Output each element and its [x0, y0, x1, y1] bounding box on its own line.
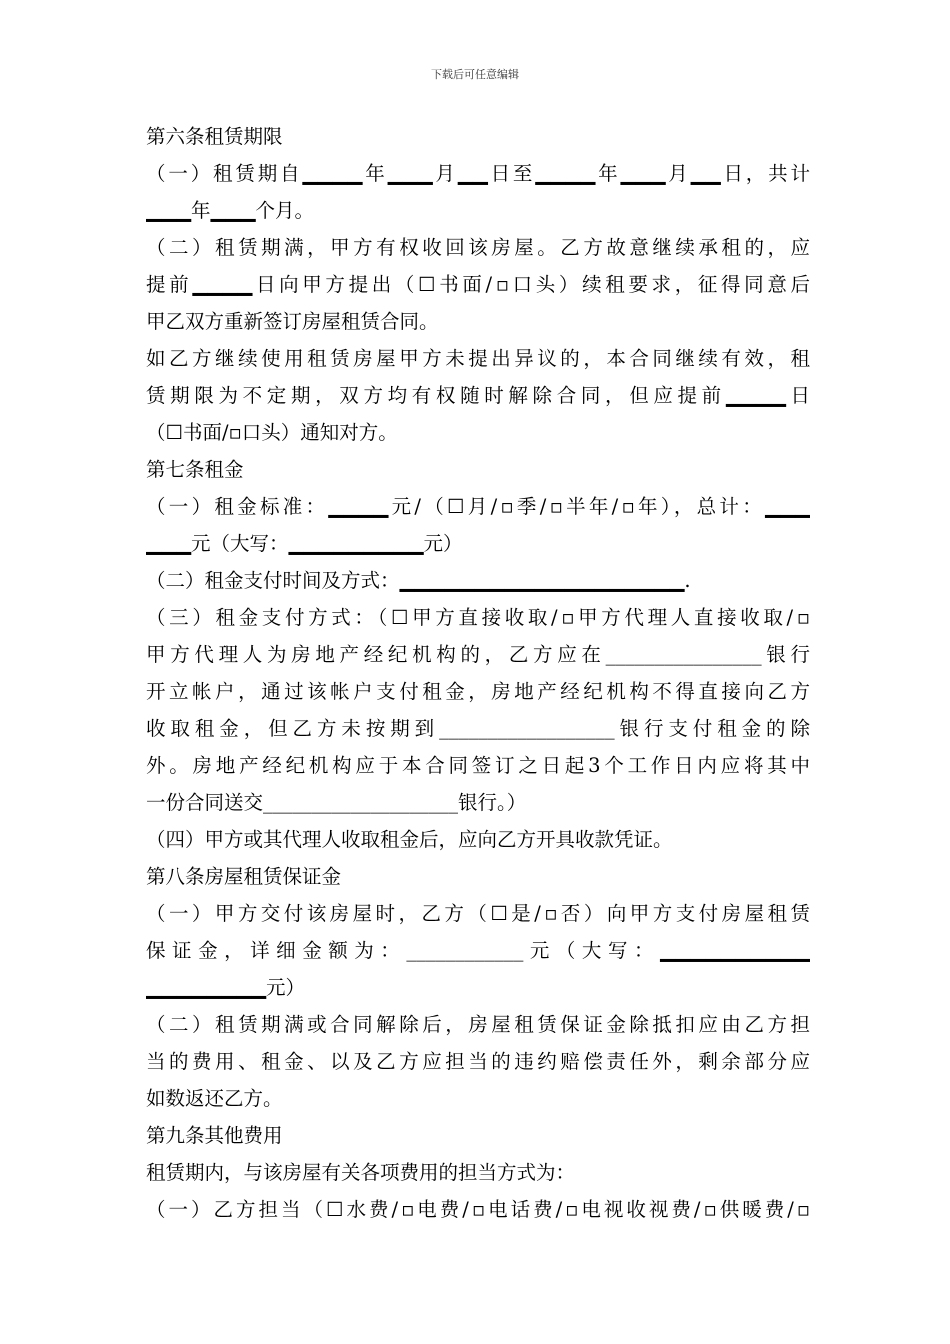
paragraph-line: 提前▁▁▁▁日向甲方提出（☐书面/▫口头）续租要求，征得同意后: [146, 273, 810, 296]
paragraph-line: （三）租金支付方式：（☐甲方直接收取/▫甲方代理人直接收取/▫: [146, 606, 810, 629]
paragraph-line: ▁▁▁▁▁▁▁▁元）: [146, 976, 305, 999]
paragraph-line: （四）甲方或其代理人收取租金后，应向乙方开具收款凭证。: [146, 828, 673, 851]
paragraph-line: （一）乙方担当（☐水费/▫电费/▫电话费/▫电视收视费/▫供暖费/▫: [146, 1198, 810, 1221]
paragraph-line: 保证金，详细金额为：____________元（大写：▁▁▁▁▁▁▁▁▁▁: [146, 939, 810, 962]
paragraph-line: 外。房地产经纪机构应于本合同签订之日起3个工作日内应将其中: [146, 754, 810, 777]
paragraph-line: （二）租金支付时间及方式：▁▁▁▁▁▁▁▁▁▁▁▁▁▁▁▁▁▁▁.: [146, 569, 691, 592]
paragraph-line: 开立帐户，通过该帐户支付租金，房地产经纪机构不得直接向乙方: [146, 680, 810, 703]
paragraph-line: ▁▁▁年▁▁▁个月。: [146, 199, 314, 222]
section-title: 第七条租金: [146, 458, 244, 481]
paragraph-line: 甲乙双方重新签订房屋租赁合同。: [146, 310, 439, 333]
paragraph-line: （一）租赁期自▁▁▁▁年▁▁▁月▁▁日至▁▁▁▁年▁▁▁月▁▁日，共计: [146, 162, 810, 185]
paragraph-line: 租赁期内，与该房屋有关各项费用的担当方式为：: [146, 1161, 576, 1184]
section-title: 第八条房屋租赁保证金: [146, 865, 342, 888]
contract-body: [146, 118, 810, 1228]
paragraph-line: 甲方代理人为房地产经纪机构的，乙方应在________________银行: [146, 643, 810, 666]
section-title: 第九条其他费用: [146, 1124, 283, 1147]
paragraph-line: 赁期限为不定期，双方均有权随时解除合同，但应提前▁▁▁▁日: [146, 384, 810, 407]
section-title: 第六条租赁期限: [146, 125, 283, 148]
paragraph-line: 如乙方继续使用租赁房屋甲方未提出异议的，本合同继续有效，租: [146, 347, 810, 370]
paragraph-line: 收取租金，但乙方未按期到__________________银行支付租金的除: [146, 717, 810, 740]
paragraph-line: ▁▁▁元（大写：▁▁▁▁▁▁▁▁▁元）: [146, 532, 463, 555]
paragraph-line: 如数返还乙方。: [146, 1087, 283, 1110]
paragraph-line: （二）租赁期满或合同解除后，房屋租赁保证金除抵扣应由乙方担: [146, 1013, 810, 1036]
page-header: 下载后可任意编辑: [431, 68, 519, 81]
paragraph-line: （一）甲方交付该房屋时，乙方（☐是/▫否）向甲方支付房屋租赁: [146, 902, 810, 925]
paragraph-line: （二）租赁期满，甲方有权收回该房屋。乙方故意继续承租的，应: [146, 236, 810, 259]
paragraph-line: （☐书面/▫口头）通知对方。: [146, 421, 398, 444]
paragraph-line: 一份合同送交____________________银行。）: [146, 791, 527, 814]
paragraph-line: （一）租金标准：▁▁▁▁元/（☐月/▫季/▫半年/▫年），总计：▁▁▁: [146, 495, 810, 518]
paragraph-line: 当的费用、租金、以及乙方应担当的违约赔偿责任外，剩余部分应: [146, 1050, 810, 1073]
